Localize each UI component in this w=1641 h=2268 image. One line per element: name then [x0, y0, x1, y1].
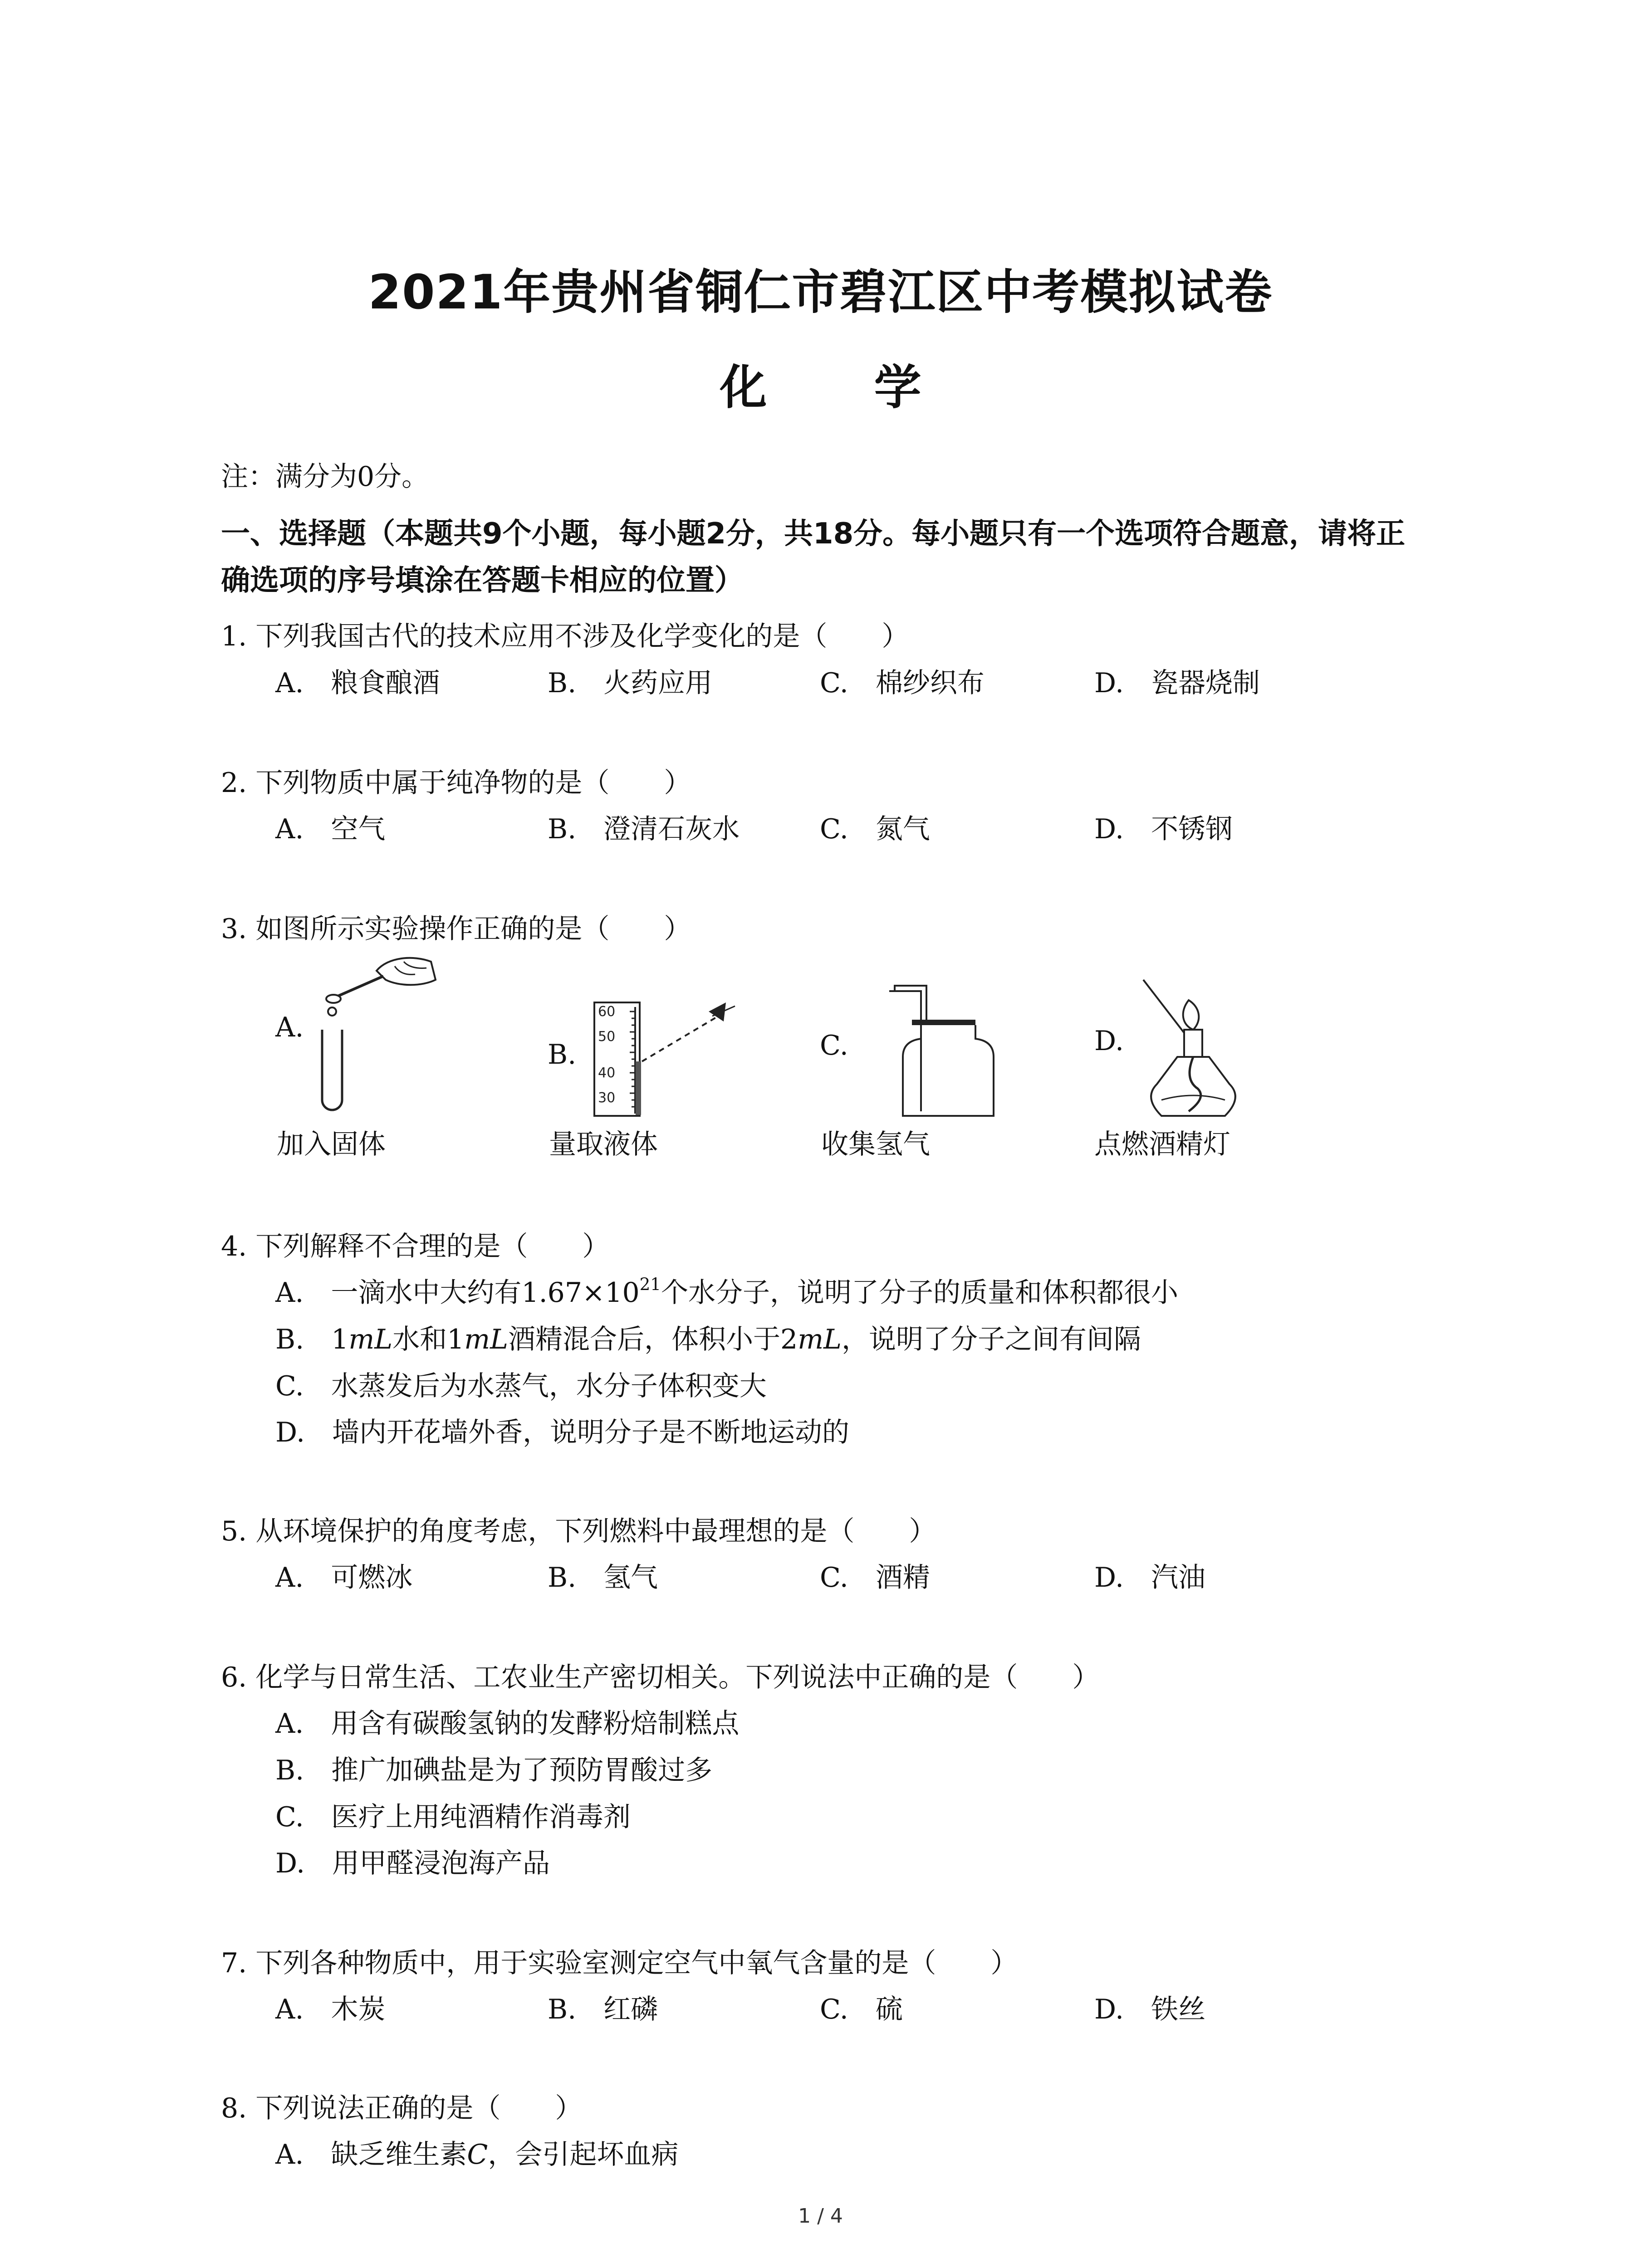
q4-option-b-unit3: mL — [798, 1324, 842, 1355]
section-heading-line2: 确选项的序号填涂在答题卡相应的位置） — [221, 564, 744, 597]
q3-option-b-label: B. — [548, 1039, 577, 1070]
q4-option-b-part3: 酒精混合后，体积小于2 — [508, 1324, 798, 1355]
q4-option-a-exponent: 21 — [639, 1274, 661, 1294]
graduated-cylinder-icon — [590, 998, 744, 1120]
q1-option-a: A. 粮食酿酒 — [275, 667, 440, 699]
q1-option-d: D. 瓷器烧制 — [1094, 667, 1260, 699]
q6-option-b: B. 推广加碘盐是为了预防胃酸过多 — [275, 1755, 713, 1786]
q4-option-c: C. 水蒸发后为水蒸气，水分子体积变大 — [275, 1370, 767, 1402]
q7-option-c: C. 硫 — [820, 1994, 903, 2025]
q7-option-d: D. 铁丝 — [1094, 1994, 1206, 2025]
q3-option-d-label: D. — [1094, 1025, 1124, 1057]
question-6-stem: 6. 化学与日常生活、工农业生产密切相关。下列说法中正确的是（ ） — [221, 1662, 1100, 1693]
q3-option-c-label: C. — [820, 1030, 848, 1061]
gas-collection-bottle-icon — [885, 984, 1003, 1120]
subject-title: 化 学 — [720, 360, 967, 415]
q8-option-a-prefix: A. 缺乏维生素 — [275, 2139, 467, 2170]
tick-50: 50 — [598, 1029, 616, 1045]
q3-caption-b: 量取液体 — [549, 1129, 658, 1160]
q3-caption-c: 收集氢气 — [821, 1129, 930, 1160]
q3-caption-a: 加入固体 — [277, 1129, 386, 1160]
q3-caption-d: 点燃酒精灯 — [1094, 1129, 1230, 1160]
question-3-stem: 3. 如图所示实验操作正确的是（ ） — [221, 913, 691, 945]
question-2-stem: 2. 下列物质中属于纯净物的是（ ） — [221, 767, 691, 799]
question-1-stem: 1. 下列我国古代的技术应用不涉及化学变化的是（ ） — [221, 621, 909, 652]
q7-option-b: B. 红磷 — [548, 1994, 658, 2025]
q2-option-a: A. 空气 — [275, 813, 386, 845]
q4-option-b-part4: ，说明了分子之间有间隔 — [841, 1324, 1141, 1355]
q4-option-a-prefix: A. 一滴水中大约有1.67×10 — [275, 1277, 640, 1309]
q7-option-a: A. 木炭 — [275, 1994, 386, 2025]
q5-option-b: B. 氢气 — [548, 1562, 658, 1593]
q8-option-a-suffix: ，会引起坏血病 — [488, 2139, 679, 2170]
q2-option-c: C. 氮气 — [820, 813, 930, 845]
q1-option-b: B. 火药应用 — [548, 667, 713, 699]
q6-option-d: D. 用甲醛浸泡海产品 — [275, 1848, 550, 1879]
q4-option-b-unit1: mL — [348, 1324, 393, 1355]
test-tube-with-spatula-icon — [309, 948, 440, 1120]
q6-option-a: A. 用含有碳酸氢钠的发酵粉焙制糕点 — [275, 1708, 740, 1740]
q6-option-c: C. 医疗上用纯酒精作消毒剂 — [275, 1801, 631, 1833]
q4-option-d: D. 墙内开花墙外香，说明分子是不断地运动的 — [275, 1417, 850, 1448]
section-heading-line1: 一、选择题（本题共9个小题，每小题2分，共18分。每小题只有一个选项符合题意，请将正 — [221, 517, 1406, 551]
question-5-stem: 5. 从环境保护的角度考虑，下列燃料中最理想的是（ ） — [221, 1515, 936, 1547]
q4-option-b-unit2: mL — [464, 1324, 509, 1355]
q3-option-a-label: A. — [275, 1012, 304, 1043]
page-number: 1 / 4 — [798, 2204, 843, 2228]
score-note: 注：满分为0分。 — [221, 461, 429, 493]
q4-option-a-suffix: 个水分子，说明了分子的质量和体积都很小 — [661, 1277, 1178, 1309]
q5-option-c: C. 酒精 — [820, 1562, 930, 1593]
question-4-stem: 4. 下列解释不合理的是（ ） — [221, 1231, 610, 1262]
q4-option-b-part2: 水和1 — [392, 1324, 465, 1355]
q4-option-a — [275, 1271, 1178, 1310]
tick-60: 60 — [598, 1004, 616, 1020]
q4-option-b — [275, 1318, 1141, 1357]
q2-option-b: B. 澄清石灰水 — [548, 813, 740, 845]
q1-option-c: C. 棉纱织布 — [820, 667, 985, 699]
q5-option-d: D. 汽油 — [1094, 1562, 1206, 1593]
q2-option-d: D. 不锈钢 — [1094, 813, 1233, 845]
q5-option-a: A. 可燃冰 — [275, 1562, 413, 1593]
q8-option-a — [275, 2133, 678, 2172]
question-7-stem: 7. 下列各种物质中，用于实验室测定空气中氧气含量的是（ ） — [221, 1947, 1018, 1979]
question-8-stem: 8. 下列说法正确的是（ ） — [221, 2092, 583, 2124]
alcohol-lamp-icon — [1134, 975, 1270, 1125]
exam-title: 2021年贵州省铜仁市碧江区中考模拟试卷 — [368, 264, 1273, 320]
q8-option-a-vitamin: C — [467, 2139, 488, 2170]
q4-option-b-part1: B. 1 — [275, 1324, 349, 1355]
tick-40: 40 — [598, 1065, 616, 1081]
tick-30: 30 — [598, 1090, 616, 1106]
